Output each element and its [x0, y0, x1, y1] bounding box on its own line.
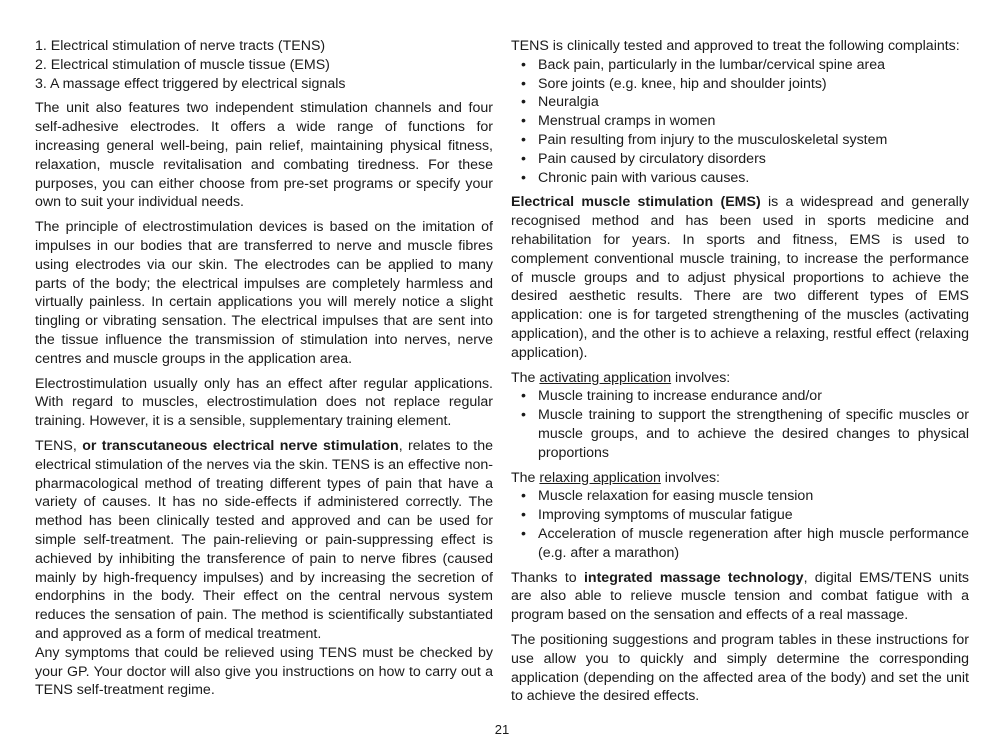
- activating-list: [511, 387, 969, 462]
- tens-prefix: TENS,: [35, 437, 83, 454]
- function-item: 2. Electrical stimulation of muscle tissue (EMS): [35, 56, 330, 73]
- relaxing-list: [511, 487, 969, 562]
- relaxing-heading: [511, 469, 969, 488]
- unit-features-paragraph: The unit also features two independent stimulation channels and four self-adhesive electrodes. It offers a wide range of functions for increasing general well-being, pain relief, maintaining physical fitness, relaxation, muscle revitalisation and combating tiredness. For these purposes, you can either choose from pre-set programs or specify your own to suit your individual needs.: [35, 100, 493, 211]
- complaint-item: • Neuralgia: [511, 93, 969, 112]
- tens-paragraph: [35, 437, 493, 644]
- complaint-item: • Menstrual cramps in women: [511, 112, 969, 131]
- function-item: 1. Electrical stimulation of nerve tracts (TENS): [35, 38, 326, 54]
- complaints-intro: TENS is clinically tested and approved to treat the following complaints:: [511, 38, 960, 54]
- activating-heading: [511, 369, 969, 388]
- relaxing-item: • Acceleration of muscle regeneration after high muscle performance (e.g. after a marathon): [511, 525, 969, 563]
- activating-application-term: activating application: [539, 369, 672, 386]
- tens-definition-bold: or transcutaneous electrical nerve stimulation: [82, 437, 399, 454]
- relaxing-item: • Improving symptoms of muscular fatigue: [511, 506, 969, 525]
- ems-paragraph: [511, 193, 969, 362]
- right-column: [511, 37, 969, 712]
- relaxing-application-term: relaxing application: [539, 469, 661, 486]
- complaint-item: • Pain caused by circulatory disorders: [511, 150, 969, 169]
- principle-paragraph: The principle of electrostimulation devices is based on the imitation of impulses in our bodies that are transferred to nerve and muscle fibres using electrodes via our skin. The electrodes can be applied to many parts of the body; the electrical impulses are completely harmless and virtually painless. In certain applications you will merely notice a slight tingling or vibrating sensation. The electrical impulses that are sent into the tissue influence the transmission of stimulation into nerves, nerve centres and muscle groups in the application area.: [35, 219, 493, 367]
- relaxing-suffix: involves:: [660, 469, 720, 486]
- complaint-item: • Pain resulting from injury to the musculoskeletal system: [511, 131, 969, 150]
- complaint-item: • Back pain, particularly in the lumbar/cervical spine area: [511, 56, 969, 75]
- activating-prefix: The: [511, 369, 540, 386]
- activating-suffix: involves:: [671, 369, 731, 386]
- complaints-list: [511, 56, 969, 188]
- activating-item: • Muscle training to support the strengthening of specific muscles or muscle groups, and to achieve the desired changes to physical proportions: [511, 406, 969, 462]
- complaint-item: • Chronic pain with various causes.: [511, 169, 969, 188]
- function-item: 3. A massage effect triggered by electrical signals: [35, 75, 346, 92]
- function-list: [35, 37, 493, 93]
- relaxing-item: • Muscle relaxation for easing muscle tension: [511, 487, 969, 506]
- complaint-item: • Sore joints (e.g. knee, hip and shoulder joints): [511, 75, 969, 94]
- tens-body: , relates to the electrical stimulation of the nerves via the skin. TENS is an effective non-pharmacological method of treating different types of pain that have a variety of causes. It has no side-effects if administered correctly. The method has been clinically tested and approved and can be used for simple self-treatment. The pain-relieving or pain-suppressing effect is achieved by inhibiting the transference of pain to nerve fibres (caused mainly by high-frequency impulses) and by increasing the secretion of endorphins in the body. Their effect on the central nervous system reduces the sensation of pain. The method is scientifically substantiated and approved as a form of medical treatment.: [35, 437, 493, 642]
- ems-definition-bold: Electrical muscle stimulation (EMS): [511, 194, 761, 211]
- relaxing-prefix: The: [511, 469, 540, 486]
- gp-check-paragraph: Any symptoms that could be relieved using TENS must be checked by your GP. Your doctor will also give you instructions on how to carry out a TENS self-treatment regime.: [35, 644, 493, 699]
- regular-use-paragraph: Electrostimulation usually only has an effect after regular applications. With regard to muscles, electrostimulation does not replace regular training. However, it is a sensible, supplementary training element.: [35, 375, 493, 430]
- massage-prefix: Thanks to: [511, 569, 584, 586]
- ems-body: is a widespread and generally recognised method and has been used in sports medicine and rehabilitation for years. In sports and fitness, EMS is used to complement conventional muscle training, to increase the performance of muscle groups and to adjust physical proportions to achieve the desired aesthetic results. There are two different types of EMS application: one is for targeted strengthening of the muscles (activating application), and the other is to achieve a relaxing, restful effect (relaxing application).: [511, 194, 969, 361]
- activating-item: • Muscle training to increase endurance and/or: [511, 387, 969, 406]
- massage-body: , digital EMS/TENS units are also able to relieve muscle tension and combat fatigue with a program based on the sensation and effects of a real massage.: [511, 569, 969, 624]
- left-column: [35, 37, 493, 706]
- massage-paragraph: [511, 569, 969, 625]
- massage-technology-bold: integrated massage technology: [583, 569, 804, 586]
- page-number: 21: [494, 722, 510, 737]
- positioning-paragraph: The positioning suggestions and program tables in these instructions for use allow you to quickly and simply determine the corresponding application (depending on the affected area of the body) and set the unit to achieve the desired effects.: [511, 631, 969, 705]
